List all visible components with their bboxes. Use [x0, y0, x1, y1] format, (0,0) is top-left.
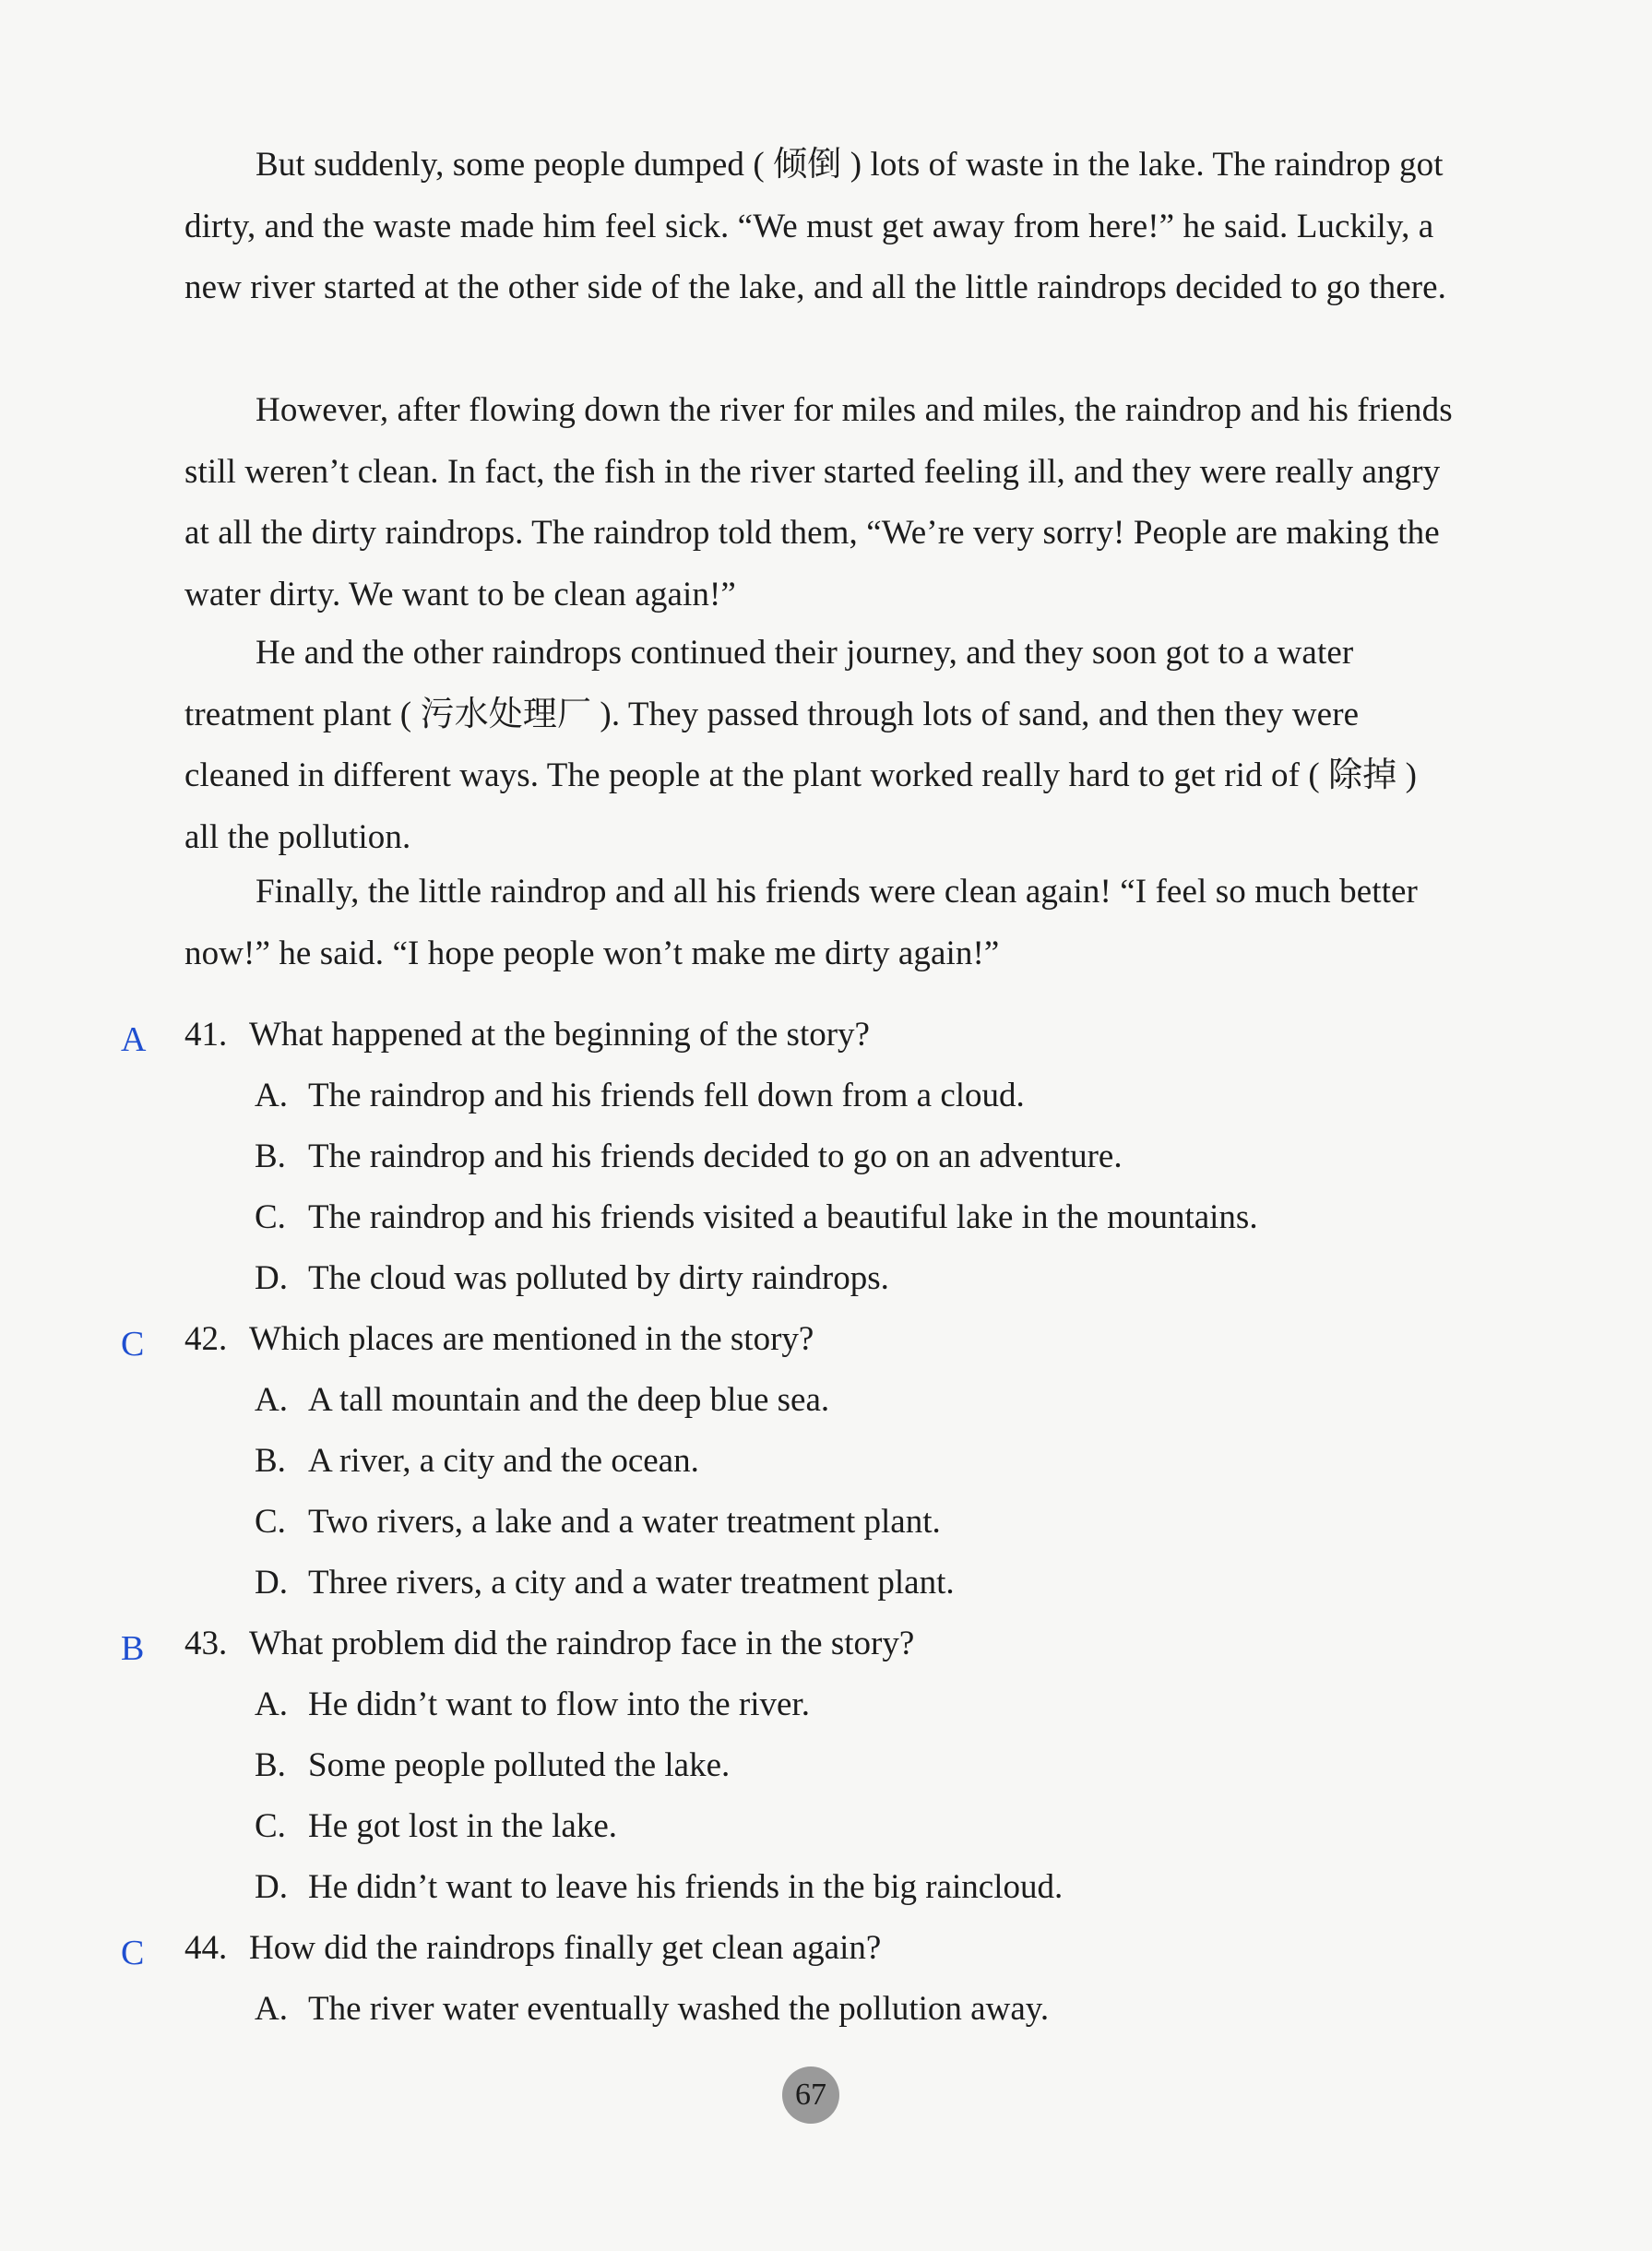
option-letter: C. [255, 1198, 286, 1236]
question-43-option-a [255, 1685, 810, 1724]
option-text: The river water eventually washed the pollution away. [308, 1990, 1050, 2028]
option-letter: B. [255, 1137, 286, 1175]
option-letter: A. [255, 1990, 288, 2028]
option-letter: C. [255, 1503, 286, 1541]
option-letter: D. [255, 1564, 288, 1602]
option-text: The raindrop and his friends visited a beautiful lake in the mountains. [308, 1198, 1258, 1236]
question-42-option-a [255, 1380, 829, 1420]
option-text: Two rivers, a lake and a water treatment plant. [308, 1503, 941, 1541]
question-text-42: Which places are mentioned in the story? [249, 1320, 814, 1358]
option-letter: D. [255, 1259, 288, 1297]
story-paragraph-1: But suddenly, some people dumped ( 倾倒 ) lots of waste in the lake. The raindrop got dirty, and the waste made him feel sick. “We must get away from here!” he said. Luckily, a new river started at the other side of the lake, and all the little raindrops decided to go there. [184, 146, 1447, 306]
question-number-42: 42. [184, 1320, 228, 1358]
answer-mark-42: C [121, 1325, 145, 1364]
option-text: A tall mountain and the deep blue sea. [308, 1381, 830, 1419]
option-letter: A. [255, 1077, 288, 1114]
question-42-option-b [255, 1441, 699, 1481]
option-text: The raindrop and his friends decided to go on an adventure. [308, 1137, 1123, 1175]
option-text: A river, a city and the ocean. [308, 1442, 699, 1480]
question-41-option-a [255, 1076, 1025, 1115]
question-text-43: What problem did the raindrop face in the story? [249, 1625, 915, 1662]
question-number-43: 43. [184, 1625, 228, 1662]
question-44-option-a [255, 1989, 1049, 2029]
answer-mark-43: B [121, 1629, 145, 1668]
question-number-44: 44. [184, 1929, 228, 1967]
question-text-44: How did the raindrops finally get clean again? [249, 1929, 882, 1967]
question-text-41: What happened at the beginning of the story? [249, 1016, 870, 1054]
question-43-option-c [255, 1806, 617, 1846]
question-41-option-b [255, 1137, 1123, 1176]
option-text: He didn’t want to flow into the river. [308, 1685, 810, 1723]
question-42-option-d [255, 1563, 955, 1602]
answer-mark-44: C [121, 1934, 145, 1972]
question-43-option-d [255, 1867, 1063, 1907]
question-41-option-c [255, 1197, 1258, 1237]
question-42-option-c [255, 1502, 941, 1542]
story-paragraph-3: He and the other raindrops continued their journey, and they soon got to a water treatment plant ( 污水处理厂 ). They passed through lots of sand, and then they were cleaned in different ways. The people at the plant worked really hard to get rid of ( 除掉 ) all the pollution. [184, 634, 1418, 856]
option-text: The cloud was polluted by dirty raindrops. [308, 1259, 889, 1297]
option-letter: C. [255, 1807, 286, 1845]
option-text: He got lost in the lake. [308, 1807, 617, 1845]
question-41-option-d [255, 1258, 889, 1298]
option-letter: A. [255, 1381, 288, 1419]
answer-mark-41: A [121, 1020, 147, 1059]
option-text: Three rivers, a city and a water treatment plant. [308, 1564, 955, 1602]
story-paragraph-2: However, after flowing down the river for miles and miles, the raindrop and his friends still weren’t clean. In fact, the fish in the river started feeling ill, and they were really angry at all the dirty raindrops. The raindrop told them, “We’re very sorry! People are making the water dirty. We want to be clean again!” [184, 391, 1453, 613]
option-letter: B. [255, 1746, 286, 1784]
option-letter: B. [255, 1442, 286, 1480]
option-letter: A. [255, 1685, 288, 1723]
option-letter: D. [255, 1868, 288, 1906]
story-paragraph-4: Finally, the little raindrop and all his friends were clean again! “I feel so much better now!” he said. “I hope people won’t make me dirty again!” [184, 873, 1418, 972]
option-text: Some people polluted the lake. [308, 1746, 731, 1784]
option-text: He didn’t want to leave his friends in the big raincloud. [308, 1868, 1064, 1906]
question-number-41: 41. [184, 1016, 228, 1054]
question-43-option-b [255, 1745, 730, 1785]
page-number-badge: 67 [782, 2066, 839, 2124]
option-text: The raindrop and his friends fell down from a cloud. [308, 1077, 1025, 1114]
